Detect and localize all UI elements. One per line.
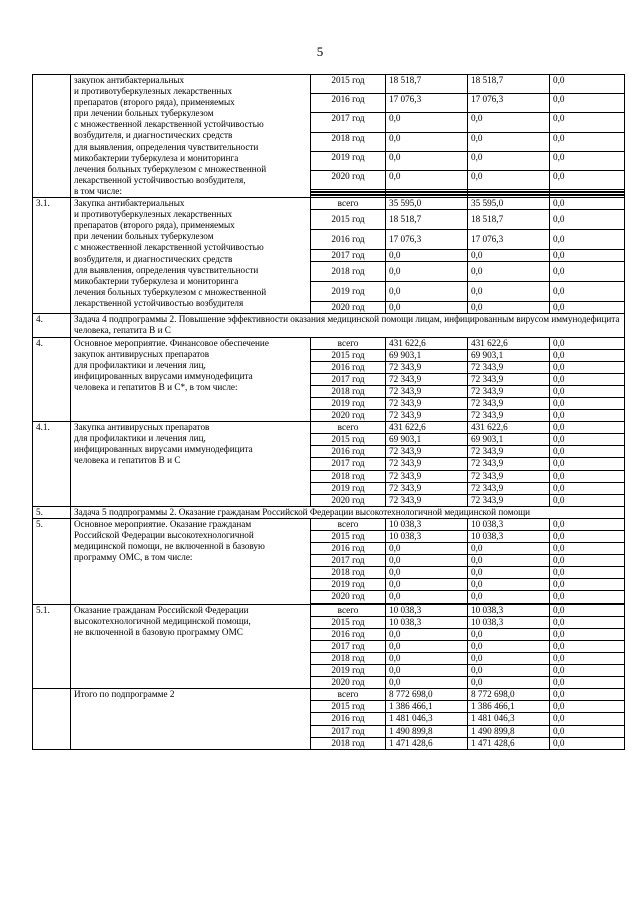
other-amount-cell: 0,0	[550, 349, 625, 361]
program-table	[32, 74, 625, 750]
period-cell: всего	[311, 518, 386, 530]
total-amount-cell: 0,0	[386, 579, 468, 591]
other-amount-cell: 0,0	[550, 151, 625, 170]
total-amount-cell: 0,0	[386, 262, 468, 282]
budget-amount-cell: 72 343,9	[468, 482, 550, 494]
budget-amount-cell: 0,0	[468, 302, 550, 314]
period-cell: 2016 год	[311, 543, 386, 555]
period-cell: 2016 год	[311, 230, 386, 250]
period-cell: 2020 год	[311, 591, 386, 603]
budget-amount-cell: 18 518,7	[468, 75, 550, 94]
period-cell: 2015 год	[311, 616, 386, 628]
budget-amount-cell: 0,0	[468, 640, 550, 652]
budget-amount-cell: 0,0	[468, 151, 550, 170]
total-amount-cell: 0,0	[386, 677, 468, 689]
total-amount-cell: 17 076,3	[386, 230, 468, 250]
other-amount-cell: 0,0	[550, 652, 625, 664]
row-number: 5.	[33, 506, 71, 518]
budget-amount-cell: 72 343,9	[468, 373, 550, 385]
other-amount-cell: 0,0	[550, 262, 625, 282]
period-cell: 2018 год	[311, 132, 386, 151]
total-amount-cell: 10 038,3	[386, 531, 468, 543]
other-amount-cell: 0,0	[550, 373, 625, 385]
period-cell: 2017 год	[311, 373, 386, 385]
period-cell: всего	[311, 689, 386, 701]
period-cell: 2018 год	[311, 470, 386, 482]
total-amount-cell: 17 076,3	[386, 94, 468, 113]
other-amount-cell: 0,0	[550, 198, 625, 210]
other-amount-cell: 0,0	[550, 410, 625, 422]
period-cell: 2019 год	[311, 282, 386, 302]
period-cell: 2020 год	[311, 410, 386, 422]
other-amount-cell: 0,0	[550, 422, 625, 434]
other-amount-cell: 0,0	[550, 434, 625, 446]
row-number: 4.	[33, 314, 71, 337]
other-amount-cell: 0,0	[550, 250, 625, 262]
period-cell: всего	[311, 198, 386, 210]
other-amount-cell: 0,0	[550, 361, 625, 373]
budget-amount-cell: 18 518,7	[468, 210, 550, 230]
period-cell: 2019 год	[311, 665, 386, 677]
budget-amount-cell: 17 076,3	[468, 230, 550, 250]
table-row	[33, 337, 625, 349]
period-cell: 2017 год	[311, 250, 386, 262]
period-cell: 2017 год	[311, 113, 386, 132]
period-cell: 2020 год	[311, 494, 386, 506]
period-cell: 2020 год	[311, 302, 386, 314]
other-amount-cell: 0,0	[550, 170, 625, 189]
total-amount-cell: 18 518,7	[386, 75, 468, 94]
other-amount-cell: 0,0	[550, 94, 625, 113]
other-amount-cell: 0,0	[550, 132, 625, 151]
total-amount-cell: 1 490 899,8	[386, 725, 468, 737]
period-cell: 2016 год	[311, 713, 386, 725]
other-amount-cell: 0,0	[550, 385, 625, 397]
other-amount-cell: 0,0	[550, 665, 625, 677]
period-cell: всего	[311, 337, 386, 349]
description-text: Основное мероприятие. Оказание гражданам Российской Федерации высокотехнологичной медицинской помощи, не включенной в базовую программу ОМС, в том числе:	[74, 518, 265, 563]
total-amount-cell: 10 038,3	[386, 518, 468, 530]
other-amount-cell: 0,0	[550, 113, 625, 132]
period-cell: 2018 год	[311, 385, 386, 397]
period-cell: 2017 год	[311, 640, 386, 652]
other-amount-cell: 0,0	[550, 210, 625, 230]
budget-amount-cell: 72 343,9	[468, 410, 550, 422]
period-cell: 2017 год	[311, 725, 386, 737]
total-amount-cell: 35 595,0	[386, 198, 468, 210]
budget-amount-cell: 0,0	[468, 591, 550, 603]
budget-amount-cell: 10 038,3	[468, 518, 550, 530]
total-amount-cell: 72 343,9	[386, 373, 468, 385]
other-amount-cell: 0,0	[550, 458, 625, 470]
total-amount-cell: 72 343,9	[386, 410, 468, 422]
period-cell: 2019 год	[311, 579, 386, 591]
other-amount-cell: 0,0	[550, 518, 625, 530]
other-amount-cell: 0,0	[550, 567, 625, 579]
budget-amount-cell: 17 076,3	[468, 94, 550, 113]
budget-amount-cell: 10 038,3	[468, 604, 550, 616]
budget-amount-cell: 0,0	[468, 579, 550, 591]
total-amount-cell: 0,0	[386, 113, 468, 132]
budget-amount-cell: 0,0	[468, 250, 550, 262]
row-description	[71, 75, 311, 198]
budget-amount-cell: 69 903,1	[468, 434, 550, 446]
total-amount-cell: 69 903,1	[386, 349, 468, 361]
total-amount-cell: 0,0	[386, 591, 468, 603]
table-body	[33, 75, 625, 750]
period-cell: 2015 год	[311, 75, 386, 94]
total-amount-cell: 0,0	[386, 282, 468, 302]
period-cell: 2015 год	[311, 210, 386, 230]
budget-amount-cell: 72 343,9	[468, 397, 550, 409]
other-amount-cell: 0,0	[550, 302, 625, 314]
budget-amount-cell: 0,0	[468, 665, 550, 677]
row-number: 5.	[33, 518, 71, 604]
total-amount-cell: 1 481 046,3	[386, 713, 468, 725]
description-text: закупок антибактериальных и противотуберкулезных лекарственных препаратов (второго ряда), применяемых при лечении больных туберкулезом с множественной лекарственной устойчивостью возбудителя, и диагностических средств для выявления, определения чувствительности микобактерии туберкулеза и мониторинга лечения больных туберкулезом с множественной лекарственной устойчивостью возбудителя, в том числе:	[74, 75, 267, 196]
budget-amount-cell: 69 903,1	[468, 349, 550, 361]
row-number	[33, 75, 71, 198]
total-amount-cell: 0,0	[386, 652, 468, 664]
period-cell: 2017 год	[311, 458, 386, 470]
task-row	[33, 506, 625, 518]
period-cell: 2018 год	[311, 737, 386, 749]
other-amount-cell: 0,0	[550, 282, 625, 302]
row-description	[71, 518, 311, 604]
budget-amount-cell: 1 490 899,8	[468, 725, 550, 737]
period-cell: 2015 год	[311, 349, 386, 361]
budget-amount-cell: 0,0	[468, 113, 550, 132]
table-row	[33, 422, 625, 434]
other-amount-cell: 0,0	[550, 616, 625, 628]
budget-amount-cell: 1 471 428,6	[468, 737, 550, 749]
period-cell: 2015 год	[311, 531, 386, 543]
other-amount-cell: 0,0	[550, 737, 625, 749]
other-amount-cell: 0,0	[550, 470, 625, 482]
period-cell: 2018 год	[311, 652, 386, 664]
row-number: 3.1.	[33, 198, 71, 314]
other-amount-cell: 0,0	[550, 494, 625, 506]
task-row	[33, 314, 625, 337]
table-row	[33, 198, 625, 210]
period-cell: 2020 год	[311, 677, 386, 689]
total-amount-cell: 72 343,9	[386, 397, 468, 409]
other-amount-cell: 0,0	[550, 628, 625, 640]
row-description	[71, 198, 311, 314]
budget-amount-cell: 0,0	[468, 282, 550, 302]
other-amount-cell: 0,0	[550, 677, 625, 689]
budget-amount-cell: 72 343,9	[468, 470, 550, 482]
other-amount-cell: 0,0	[550, 337, 625, 349]
budget-amount-cell: 1 386 466,1	[468, 701, 550, 713]
period-cell: 2018 год	[311, 567, 386, 579]
total-amount-cell: 0,0	[386, 665, 468, 677]
total-amount-cell: 72 343,9	[386, 385, 468, 397]
budget-amount-cell: 0,0	[468, 543, 550, 555]
period-cell: 2015 год	[311, 701, 386, 713]
period-cell: 2018 год	[311, 262, 386, 282]
total-amount-cell: 0,0	[386, 151, 468, 170]
budget-amount-cell: 72 343,9	[468, 494, 550, 506]
total-amount-cell: 0,0	[386, 640, 468, 652]
period-cell: 2016 год	[311, 628, 386, 640]
total-amount-cell: 8 772 698,0	[386, 689, 468, 701]
total-amount-cell: 72 343,9	[386, 494, 468, 506]
description-text: Основное мероприятие. Финансовое обеспечение закупок антивирусных препаратов для профилактики и лечения лиц, инфицированных вирусами иммунодефицита человека и гепатитов В и С*, в том числе:	[74, 337, 269, 392]
budget-amount-cell: 72 343,9	[468, 458, 550, 470]
table-row	[33, 518, 625, 530]
total-amount-cell: 10 038,3	[386, 604, 468, 616]
total-amount-cell: 0,0	[386, 132, 468, 151]
total-amount-cell: 0,0	[386, 543, 468, 555]
total-amount-cell: 72 343,9	[386, 470, 468, 482]
period-cell: 2017 год	[311, 555, 386, 567]
description-text: Итого по подпрограмме 2	[74, 689, 175, 700]
other-amount-cell: 0,0	[550, 604, 625, 616]
budget-amount-cell: 431 622,6	[468, 422, 550, 434]
other-amount-cell: 0,0	[550, 230, 625, 250]
row-description	[71, 689, 311, 749]
budget-amount-cell: 0,0	[468, 132, 550, 151]
budget-amount-cell: 0,0	[468, 652, 550, 664]
total-amount-cell: 69 903,1	[386, 434, 468, 446]
budget-amount-cell: 72 343,9	[468, 446, 550, 458]
budget-amount-cell: 35 595,0	[468, 198, 550, 210]
table-row	[33, 604, 625, 616]
other-amount-cell: 0,0	[550, 75, 625, 94]
budget-amount-cell: 8 772 698,0	[468, 689, 550, 701]
task-title: Задача 4 подпрограммы 2. Повышение эффективности оказания медицинской помощи лицам, инфицированным вирусом иммунодефицита человека, гепатита В и С	[71, 314, 625, 337]
other-amount-cell: 0,0	[550, 579, 625, 591]
other-amount-cell: 0,0	[550, 689, 625, 701]
other-amount-cell: 0,0	[550, 713, 625, 725]
total-amount-cell: 10 038,3	[386, 616, 468, 628]
other-amount-cell: 0,0	[550, 725, 625, 737]
row-number: 5.1.	[33, 604, 71, 689]
total-amount-cell: 72 343,9	[386, 458, 468, 470]
budget-amount-cell: 431 622,6	[468, 337, 550, 349]
row-description	[71, 604, 311, 689]
table-row	[33, 75, 625, 94]
total-amount-cell: 18 518,7	[386, 210, 468, 230]
total-amount-cell: 1 471 428,6	[386, 737, 468, 749]
total-amount-cell: 0,0	[386, 628, 468, 640]
other-amount-cell: 0,0	[550, 446, 625, 458]
budget-amount-cell: 1 481 046,3	[468, 713, 550, 725]
total-amount-cell: 0,0	[386, 302, 468, 314]
period-cell: 2015 год	[311, 434, 386, 446]
period-cell: всего	[311, 422, 386, 434]
budget-amount-cell: 0,0	[468, 555, 550, 567]
budget-amount-cell: 0,0	[468, 170, 550, 189]
row-number: 4.	[33, 337, 71, 422]
other-amount-cell: 0,0	[550, 640, 625, 652]
budget-amount-cell: 72 343,9	[468, 361, 550, 373]
other-amount-cell: 0,0	[550, 531, 625, 543]
period-cell: 2019 год	[311, 151, 386, 170]
total-amount-cell: 0,0	[386, 555, 468, 567]
total-amount-cell: 0,0	[386, 567, 468, 579]
total-amount-cell: 72 343,9	[386, 446, 468, 458]
budget-amount-cell: 10 038,3	[468, 616, 550, 628]
budget-amount-cell: 72 343,9	[468, 385, 550, 397]
budget-amount-cell: 0,0	[468, 677, 550, 689]
period-cell: 2016 год	[311, 446, 386, 458]
page-number: 5	[316, 44, 324, 59]
period-cell: 2016 год	[311, 94, 386, 113]
row-number: 4.1.	[33, 422, 71, 507]
other-amount-cell: 0,0	[550, 555, 625, 567]
row-description	[71, 422, 311, 507]
total-amount-cell: 72 343,9	[386, 482, 468, 494]
total-amount-cell: 431 622,6	[386, 422, 468, 434]
budget-amount-cell: 0,0	[468, 567, 550, 579]
budget-amount-cell: 0,0	[468, 628, 550, 640]
other-amount-cell: 0,0	[550, 543, 625, 555]
description-text: Оказание гражданам Российской Федерации высокотехнологичной медицинской помощи, не включенной в базовую программу ОМС	[74, 604, 251, 637]
total-amount-cell: 1 386 466,1	[386, 701, 468, 713]
total-amount-cell: 0,0	[386, 170, 468, 189]
row-number	[33, 689, 71, 749]
task-title: Задача 5 подпрограммы 2. Оказание гражданам Российской Федерации высокотехнологичной медицинской помощи	[71, 506, 625, 518]
period-cell: 2016 год	[311, 361, 386, 373]
other-amount-cell: 0,0	[550, 397, 625, 409]
table-row	[33, 689, 625, 701]
period-cell: 2020 год	[311, 170, 386, 189]
row-description	[71, 337, 311, 422]
total-amount-cell: 0,0	[386, 250, 468, 262]
description-text: Закупка антибактериальных и противотуберкулезных лекарственных препаратов (второго ряда), применяемых при лечении больных туберкулезом с множественной лекарственной устойчивостью возбудителя, и диагностических средств для выявления, определения чувствительности микобактерии туберкулеза и мониторинга лечения больных туберкулезом с множественной лекарственной устойчивостью возбудителя	[74, 198, 267, 308]
period-cell: всего	[311, 604, 386, 616]
period-cell: 2019 год	[311, 397, 386, 409]
total-amount-cell: 431 622,6	[386, 337, 468, 349]
other-amount-cell: 0,0	[550, 701, 625, 713]
budget-amount-cell: 0,0	[468, 262, 550, 282]
budget-amount-cell: 10 038,3	[468, 531, 550, 543]
other-amount-cell: 0,0	[550, 591, 625, 603]
other-amount-cell: 0,0	[550, 482, 625, 494]
total-amount-cell: 72 343,9	[386, 361, 468, 373]
description-text: Закупка антивирусных препаратов для профилактики и лечения лиц, инфицированных вирусами иммунодефицита человека и гепатитов В и С	[74, 422, 253, 466]
period-cell: 2019 год	[311, 482, 386, 494]
